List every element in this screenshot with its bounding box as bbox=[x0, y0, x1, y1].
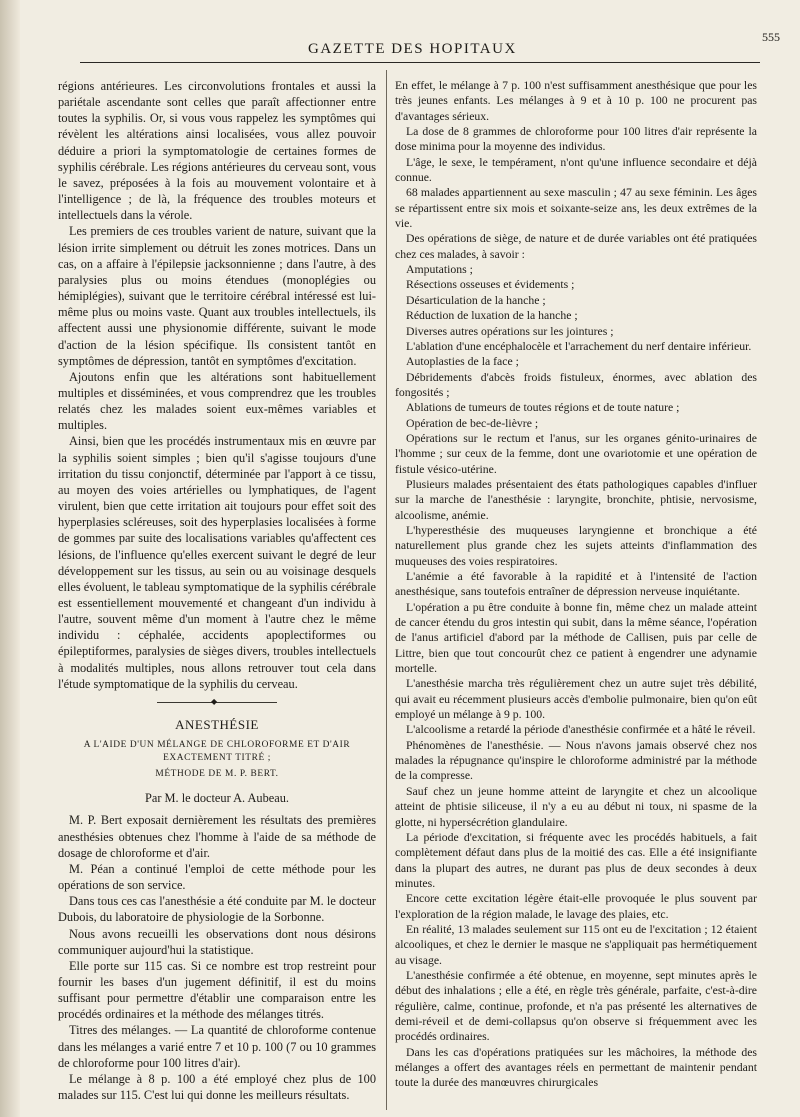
paragraph: Dans tous ces cas l'anesthésie a été conduite par M. le docteur Dubois, du laboratoire de physiologie de la Sorbonne. bbox=[58, 894, 376, 925]
list-item: Désarticulation de la hanche ; bbox=[406, 293, 546, 307]
paragraph: régions antérieures. Les circonvolutions frontales et aussi la pariétale ascendante sont celles que paraît affectionner entre toutes la syphilis. Or, si vous vous rappelez les symptômes qui révèlent les altérations ainsi localisées, vous allez pouvoir déduire a priori la symptomatologie de certaines formes de syphilis cérébrale. Les régions antérieures du cerveau sont, vous le savez, préposées à la fois au mouvement volontaire et à l'intelligence ; de là, la fréquence des troubles moteurs et intellectuels dans la vérole. bbox=[58, 79, 376, 223]
paragraph: L'anémie a été favorable à la rapidité et à l'intensité de l'action anesthésique, sans toutefois entraîner de dépression nerveuse inquiétante. bbox=[395, 570, 757, 599]
right-column bbox=[395, 78, 757, 1091]
paragraph: 68 malades appartiennent au sexe masculin ; 47 au sexe féminin. Les âges se répartissent entre six mois et soixante-seize ans, les deux extrêmes de la vie. bbox=[395, 186, 757, 231]
paragraph: Le mélange à 8 p. 100 a été employé chez plus de 100 malades sur 115. C'est lui qui donne les meilleurs résultats. bbox=[58, 1071, 376, 1103]
column-divider bbox=[386, 70, 387, 1110]
section-separator bbox=[157, 696, 277, 706]
paragraph: En réalité, 13 malades seulement sur 115 ont eu de l'excitation ; 12 étaient alcooliques, et chez le dernier le masque ne s'appliquait pas hermétiquement au visage. bbox=[395, 922, 757, 967]
paragraph: Ajoutons enfin que les altérations sont habituellement multiples et disséminées, et vous comprendrez que les troubles relatés chez les malades soient eux-mêmes variables et multiples. bbox=[58, 369, 376, 433]
paragraph: En effet, le mélange à 7 p. 100 n'est suffisamment anesthésique que pour les très jeunes enfants. Les mélanges à 9 et à 10 p. 100 ne procurent pas d'avantages sérieux. bbox=[395, 79, 757, 123]
paragraph: Sauf chez un jeune homme atteint de laryngite et chez un alcoolique atteint de phtisie siliceuse, il n'y a eu au début ni toux, ni spasme de la glotte, ni hypersécrétion glandulaire. bbox=[395, 784, 757, 829]
paragraph: L'anesthésie marcha très régulièrement chez un autre sujet très débilité, qui avait eu récemment plusieurs accès d'embolie pulmonaire, bien qu'on eût employé un mélange à 9 p. 100. bbox=[395, 677, 757, 722]
section-author: Par M. le docteur A. Aubeau. bbox=[145, 791, 289, 806]
list-item: Diverses autres opérations sur les jointures ; bbox=[406, 324, 614, 338]
list-item: Réduction de luxation de la hanche ; bbox=[406, 309, 578, 323]
page-number: 555 bbox=[762, 30, 780, 44]
page-header bbox=[80, 28, 780, 63]
list-item: Opération de bec-de-lièvre ; bbox=[406, 416, 539, 430]
section-method: MÉTHODE DE M. P. BERT. bbox=[155, 769, 279, 780]
paragraph: Plusieurs malades présentaient des états pathologiques capables d'influer sur la marche de l'anesthésie : laryngite, bronchite, phtisie, nervosisme, alcoolisme, anémie. bbox=[395, 477, 757, 522]
paragraph: La période d'excitation, si fréquente avec les procédés habituels, a fait complètement défaut dans plus de la moitié des cas. Elle a été insignifiante dans la plupart des autres, ne durant pas plus de deux secondes à deux minutes. bbox=[395, 830, 757, 890]
list-item: Amputations ; bbox=[406, 263, 473, 277]
section-title: ANESTHÉSIE bbox=[175, 716, 259, 732]
list-item: Ablations de tumeurs de toutes régions et de toute nature ; bbox=[406, 401, 680, 415]
list-item: Résections osseuses et évidements ; bbox=[406, 278, 575, 292]
paragraph: M. Péan a continué l'emploi de cette méthode pour les opérations de son service. bbox=[58, 861, 376, 893]
paragraph: L'anesthésie confirmée a été obtenue, en moyenne, sept minutes après le début des inhalations ; elle a été, en règle très générale, parfaite, c'est-à-dire régulière, calme, continue, profonde, et n'a pas présenté les alternatives de demi-réveil et de demi-collapsus qu'on observe si fréquemment avec les procédés ordinaires. bbox=[395, 968, 757, 1044]
paragraph: Les premiers de ces troubles varient de nature, suivant que la lésion irrite simplement ou détruit les zones motrices. Dans un cas, on a affaire à l'épilepsie jacksonnienne ; dans l'autre, à des paralysies plus ou moins étendues (monoplégies ou hémiplégies), suivant que le territoire cérébral intéressé est lui-même plus ou moins vaste. Quant aux troubles intellectuels, ils affectent aussi une physionomie différente, suivant le mode d'action de la lésion spécifique. Ils consistent tantôt en symptômes de dépression, tantôt en symptômes d'excitation. bbox=[58, 224, 376, 368]
paragraph: Des opérations de siège, de nature et de durée variables ont été pratiquées chez ces malades, à savoir : bbox=[395, 232, 757, 261]
section-subtitle: A L'AIDE D'UN MÉLANGE DE CHLOROFORME ET D'AIR EXACTEMENT TITRÉ ; bbox=[83, 740, 351, 764]
paragraph: La dose de 8 grammes de chloroforme pour 100 litres d'air représente la dose minima pour la moyenne des individus. bbox=[395, 125, 757, 154]
paragraph: Nous avons recueilli les observations dont nous désirons communiquer aujourd'hui la statistique. bbox=[58, 926, 376, 957]
paragraph: Elle porte sur 115 cas. Si ce nombre est trop restreint pour fournir les bases d'un jugement définitif, il est du moins suffisant pour permettre d'établir une comparaison entre les procédés ordinaires et la méthode des mélanges titrés. bbox=[58, 958, 376, 1022]
list-item: L'ablation d'une encéphalocèle et l'arrachement du nerf dentaire inférieur. bbox=[406, 339, 752, 353]
list-item: Débridements d'abcès froids fistuleux, énormes, avec ablation des fongosités ; bbox=[395, 370, 757, 399]
paragraph: L'âge, le sexe, le tempérament, n'ont qu'une influence secondaire et déjà connue. bbox=[395, 155, 757, 185]
list-item: Autoplasties de la face ; bbox=[406, 355, 519, 369]
paragraph: Encore cette excitation légère était-elle provoquée le plus souvent par l'exploration de la région malade, le lavage des plaies, etc. bbox=[395, 892, 757, 921]
paragraph: L'hyperesthésie des muqueuses laryngienne et bronchique a été naturellement plus grande chez les sujets atteints d'inflammation des muqueuses des voies respiratoires. bbox=[395, 523, 757, 568]
paragraph: Ainsi, bien que les procédés instrumentaux mis en œuvre par la syphilis soient simples ; bien qu'il s'agisse toujours d'une irritation du tissu conjonctif, déterminée par l'apport à ce tissu, au moyen des voies artérielles ou lymphatiques, de l'agent virulent, bien que cette irritation ait toujours pour effet soit des hyperplasies scléreuses, soit des hyperplasies localisées à forme de gommes par suite des localisations variables qu'affectent ces lésions, de l'influence qu'elles exercent suivant le degré de leur développement sur les tissus, au sein ou au voisinage desquels elles évoluent, le tableau symptomatique de la syphilis cérébrale est essentiellement mouvementé et changeant d'un individu à l'autre, souvent même d'un moment à l'autre chez le même individu : céphalée, accidents apoplectiformes ou épileptiformes, paralysies de sièges divers, troubles intellectuels à modalités multiples, nous allons retrouver tout cela dans l'étude symptomatique de la syphilis du cerveau. bbox=[58, 434, 376, 691]
separator-ornament: ◆ bbox=[211, 696, 218, 706]
page-binding-edge bbox=[0, 0, 20, 1117]
journal-title: GAZETTE DES HOPITAUX bbox=[308, 41, 517, 57]
list-item: Opérations sur le rectum et l'anus, sur les organes génito-urinaires de l'homme ; sur ceux de la femme, dont une ovariotomie et une opération de fistule vésico-utérine. bbox=[395, 431, 757, 476]
paragraph: Titres des mélanges. — La quantité de chloroforme contenue dans les mélanges a varié entre 7 et 10 p. 100 (7 ou 10 grammes de chloroforme pour 100 litres d'air). bbox=[58, 1023, 376, 1070]
paragraph: Phénomènes de l'anesthésie. — Nous n'avons jamais observé chez nos malades la répugnance qu'inspire le chloroforme administré par la méthode de la compresse. bbox=[395, 738, 757, 783]
paragraph: L'alcoolisme a retardé la période d'anesthésie confirmée et a hâté le réveil. bbox=[406, 723, 756, 737]
paragraph: M. P. Bert exposait dernièrement les résultats des premières anesthésies obtenues chez l'homme à l'aide de sa méthode de dosage de chloroforme et d'air. bbox=[58, 813, 376, 860]
operations-list bbox=[395, 262, 757, 477]
paragraph: Dans les cas d'opérations pratiquées sur les mâchoires, la méthode des mélanges a offert des avantages réels en permettant de maintenir pendant toute la durée des manœuvres chirurgicales bbox=[395, 1045, 757, 1090]
left-column bbox=[58, 78, 376, 1103]
paragraph: L'opération a pu être conduite à bonne fin, même chez un malade atteint de cancer étendu du gros intestin qui subit, dans la même séance, l'opération de l'anus artificiel d'abord par la méthode de Callisen, puis par celle de Littre, bien que tout concourût chez ce patient à engendrer une adynamie mortelle. bbox=[395, 600, 757, 676]
